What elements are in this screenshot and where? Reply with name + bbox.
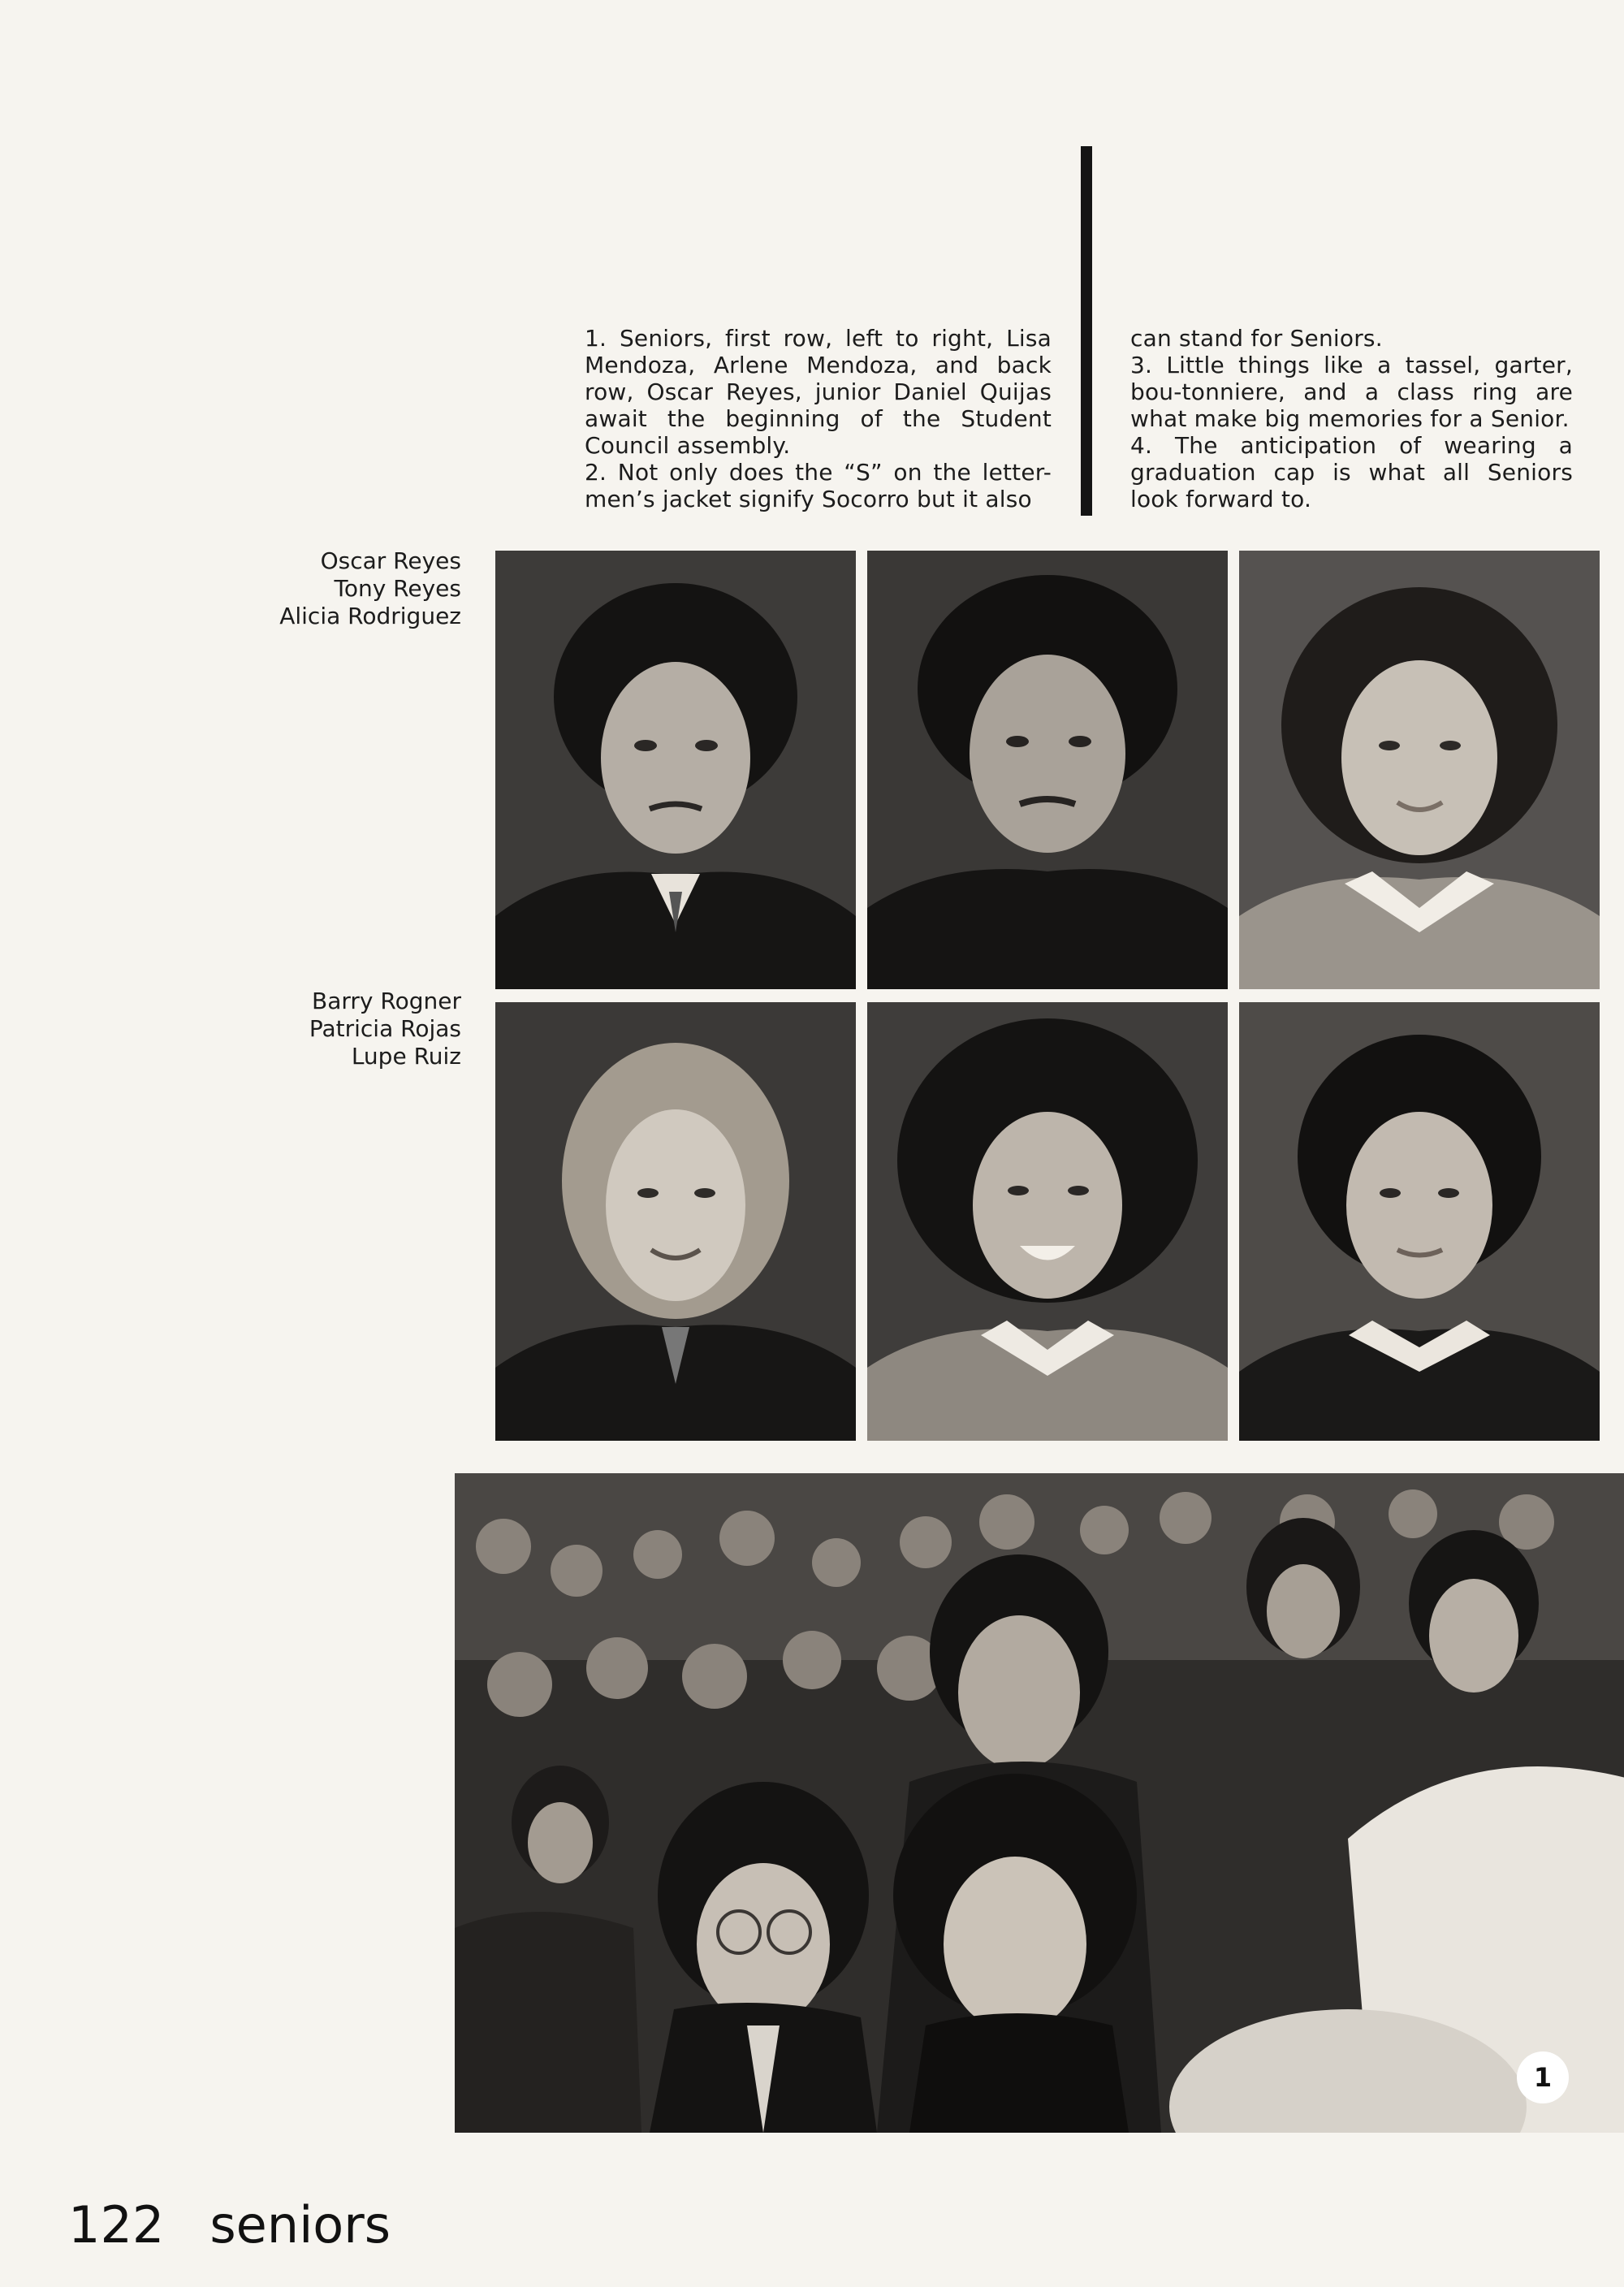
portrait-names-row-1	[279, 547, 461, 630]
portrait-name: Patricia Rojas	[309, 1015, 461, 1042]
portrait-photo-tony-reyes	[867, 551, 1228, 989]
caption-column-right	[1130, 325, 1573, 512]
portrait-photo-lupe-ruiz	[1239, 1002, 1600, 1441]
caption-4: 4. The anticipation of wearing a graduation cap is what all Seniors look forward to.	[1130, 432, 1573, 512]
caption-3: 3. Little things like a tassel, garter, bou-tonniere, and a class ring are what make big memories for a Senior.	[1130, 352, 1573, 432]
caption-1: 1. Seniors, first row, left to right, Lisa Mendoza, Arlene Mendoza, and back row, Oscar Reyes, junior Daniel Quijas await the beginning of the Student Council assembly.	[585, 325, 1052, 459]
portrait-name: Oscar Reyes	[320, 547, 461, 574]
column-divider	[1081, 146, 1092, 516]
caption-2-start: 2. Not only does the “S” on the letter-men’s jacket signify Socorro but it also	[585, 459, 1052, 512]
student-council-assembly-photo	[455, 1473, 1624, 2133]
portrait-name: Lupe Ruiz	[351, 1043, 461, 1070]
photo-number-badge: 1	[1517, 2051, 1569, 2103]
portrait-photo-alicia-rodriguez	[1239, 551, 1600, 989]
portrait-names-row-2	[309, 988, 461, 1070]
portrait-photo-barry-rogner	[495, 1002, 856, 1441]
page-folio	[68, 2193, 391, 2258]
portrait-photo-patricia-rojas	[867, 1002, 1228, 1441]
section-title: seniors	[209, 2195, 391, 2255]
portrait-name: Barry Rogner	[312, 988, 461, 1014]
page-number: 122	[68, 2195, 165, 2255]
portrait-name: Alicia Rodriguez	[279, 603, 461, 629]
caption-column-left	[585, 325, 1052, 512]
caption-2-end: can stand for Seniors.	[1130, 325, 1383, 352]
portrait-photo-oscar-reyes	[495, 551, 856, 989]
portrait-name: Tony Reyes	[334, 575, 461, 602]
